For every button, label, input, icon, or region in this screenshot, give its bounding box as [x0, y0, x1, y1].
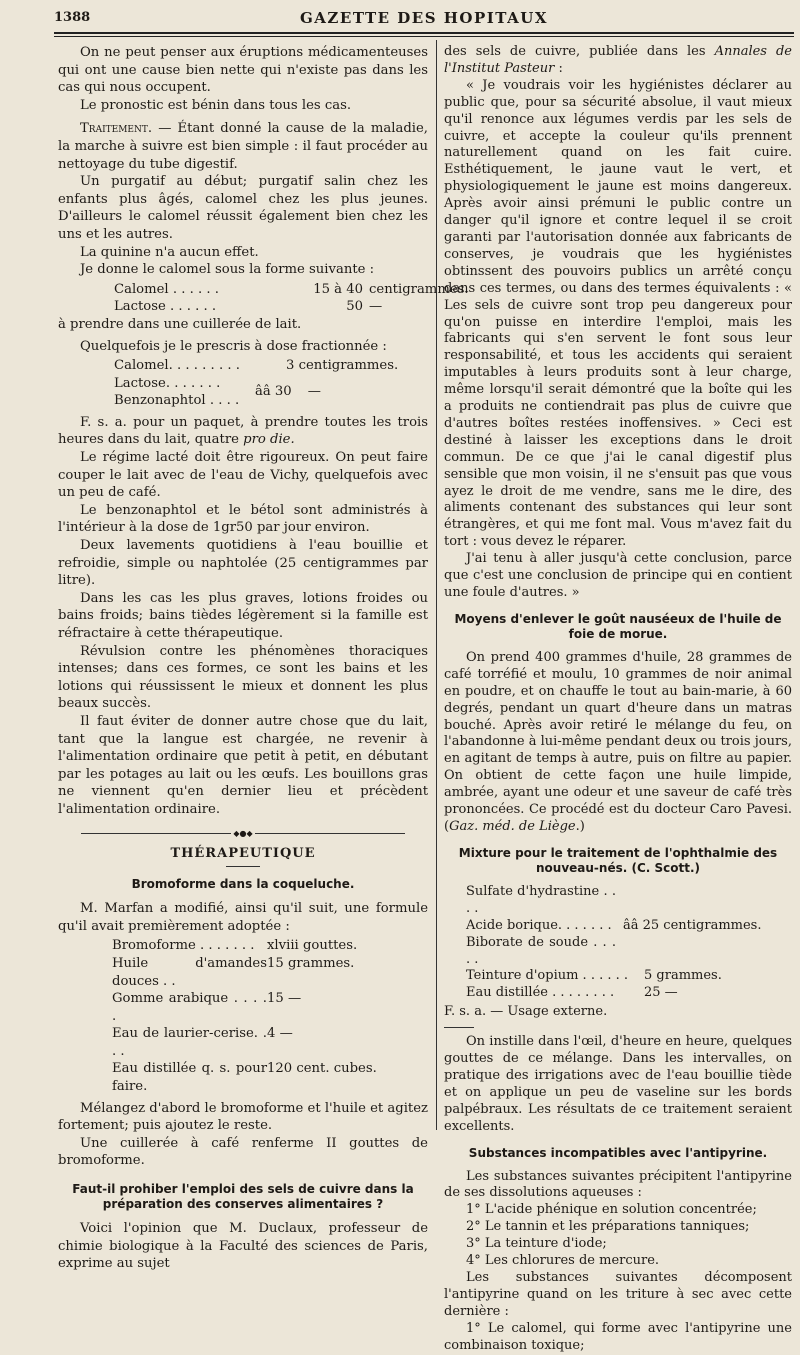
rx-unit: — — [307, 384, 321, 400]
list-item: 2° Le tannin et les préparations tanniques; — [466, 1219, 750, 1235]
page-number: 1388 — [54, 10, 91, 25]
rx-dose: 15 — — [267, 991, 302, 1007]
rx-ingredient: Biborate de soude . . . . . — [466, 934, 616, 967]
list-item: 1° L'acide phénique en solution concentrée; — [466, 1202, 757, 1218]
prescription-fractionnee — [114, 357, 428, 410]
paragraph: Révulsion contre les phénomènes thoraciques intenses; dans ces formes, ce sont les bains et les lotions qui réussissent le mieux et donnent les plus beaux succès. — [58, 643, 428, 712]
rx-dose: 15 à 40 — [313, 281, 363, 297]
paragraph: Mélangez d'abord le bromoforme et l'huile et agitez fortement; puis ajoutez le reste. — [58, 1100, 428, 1134]
paragraph: Le pronostic est bénin dans tous les cas. — [80, 97, 352, 113]
paragraph: On ne peut penser aux éruptions médicamenteuses qui ont une cause bien nette qui n'existe pas dans les cas qui nous occupent. — [58, 45, 428, 96]
short-rule — [444, 1027, 474, 1028]
right-column — [444, 44, 792, 1355]
rx-unit: centigrammes. — [369, 281, 469, 297]
rx-ingredient: Benzonaphtol . . . . — [114, 393, 240, 409]
prescription-bromoforme — [112, 937, 428, 1095]
paragraph: On prend 400 grammes d'huile, 28 grammes de café torréfié et moulu, 10 grammes de noir animal en poudre, et on chauffe le tout au bain-marie, à 60 degrés, pendant un quart d'heure dans un matras bouché. Après avoir retiré le mélange du feu, on l'abandonne à lui-même pendant deux ou trois jours, en agitant de temps à autre, puis on filtre au papier. On obtient de cette façon une huile limpide, ambrée, ayant une odeur et une saveur de café très prononcées. Ce procédé est du docteur Caro Pavesi. (Gaz. méd. de Liège.) — [444, 649, 792, 834]
rx-dose: 3 centigrammes. — [286, 358, 399, 374]
paragraph: Les substances suivantes décomposent l'antipyrine quand on les triture à sec avec cette dernière : — [444, 1270, 792, 1319]
paragraph: Deux lavements quotidiens à l'eau bouillie et refroidie, simple ou naphtolée (25 centigrammes par litre). — [58, 538, 428, 589]
rx-ingredient: Lactose . . . . . . — [114, 299, 217, 315]
quotation: « Je voudrais voir les hygiénistes déclarer au public que, pour sa sécurité absolue, il vaut mieux qu'il renonce aux légumes verdis par les sels de cuivre, et accepte la couleur qu'ils prennent naturellement quand on les fait cuire. Esthétiquement, le jaune vaut le vert, et physiologiquement le jaune est moins dangereux. Après avoir ainsi prémuni le public contre un danger qu'il ignore et contre lequel il se croit garanti par l'autorisation donnée aux fabricants de conserves, je voudrais que les hygiénistes obtinssent des pouvoirs publics un arrêté conçu dans ces termes, ou dans des termes équivalents : « Les sels de cuivre sont trop peu dangereux pour qu'on puisse en interdire l'emploi, mais les fabricants qui s'en servent le font sous leur responsabilité, et tous les accidents qui seraient imputables à leurs produits sont à leur charge, même lorsqu'il serait démontré que la boîte qui les a produits ne contiendrait pas plus de cuivre que d'autres boîtes restées inoffensives. » Ceci est destiné à laisser les exceptions dans le droit commun. De ce que j'ai le canal digestif plus sensible que mon voisin, il ne s'ensuit pas que vous ayez le droit de me vendre, sans me le dire, des aliments contenant des substances qui leur sont étrangères, et qui me font mal. Vous m'avez fait du tort : vous devez le réparer. — [444, 77, 792, 550]
rx-dose: 15 grammes. — [267, 955, 355, 971]
rx-unit: — — [369, 299, 383, 315]
article-heading: Mixture pour le traitement de l'ophthalmie des nouveau-nés. (C. Scott.) — [458, 845, 778, 875]
article-heading: Moyens d'enlever le goût nauséeux de l'huile de foie de morue. — [454, 611, 782, 641]
paragraph: Je donne le calomel sous la forme suivante : — [80, 262, 375, 278]
rx-ingredient: Huile d'amandes douces . . — [112, 955, 267, 989]
paragraph: à prendre dans une cuillerée de lait. — [58, 316, 302, 332]
left-column — [58, 44, 469, 1273]
article-heading: Faut-il prohiber l'emploi des sels de cuivre dans la préparation des conserves alimentaires ? — [72, 1182, 414, 1212]
paragraph: F. s. a. — Usage externe. — [444, 1004, 608, 1020]
rx-ingredient: Sulfate d'hydrastine . . . . — [466, 883, 616, 916]
prescription-ophthalmie — [466, 884, 792, 1002]
rx-ingredient: Eau distillée . . . . . . . . — [466, 985, 615, 1001]
paragraph: Voici l'opinion que M. Duclaux, professeur de chimie biologique à la Faculté des sciences de Paris, exprime au sujet — [58, 1221, 428, 1272]
paragraph: On instille dans l'œil, d'heure en heure, quelques gouttes de ce mélange. Dans les intervalles, on pratique des irrigations avec de l'eau bouillie tiède et on applique un peu de vaseline sur les bords palpébraux. Les résultats de ce traitement seraient excellents. — [444, 1034, 792, 1134]
rx-dose: 120 cent. cubes. — [267, 1061, 377, 1077]
paragraph: Un purgatif au début; purgatif salin chez les enfants plus âgés, calomel chez les plus jeunes. D'ailleurs le calomel réussit également bien chez les uns et les autres. — [58, 174, 428, 242]
paragraph: des sels de cuivre, publiée dans les Annales de l'Institut Pasteur : — [444, 44, 792, 76]
article-heading: Substances incompatibles avec l'antipyrine. — [468, 1145, 768, 1160]
rx-dose: xlviii gouttes. — [267, 938, 358, 954]
rx-ingredient: Bromoforme . . . . . . . — [112, 938, 255, 954]
paragraph: Le benzonaphtol et le bétol sont administrés à l'intérieur à la dose de 1gr50 par jour environ. — [58, 502, 428, 536]
paragraph: Dans les cas les plus graves, lotions froides ou bains froids; bains tièdes légèrement si la famille est réfractaire à cette thérapeutique. — [58, 590, 428, 641]
section-title: THÉRAPEUTIQUE — [170, 845, 316, 861]
rx-dose: 4 — — [267, 1026, 293, 1042]
rx-ingredient: Gomme arabique . . . . . — [112, 991, 267, 1024]
paragraph: F. s. a. pour un paquet, à prendre toutes les trois heures dans du lait, quatre pro die. — [58, 414, 428, 448]
run-in-heading: Traitement. — [80, 121, 153, 137]
rx-ingredient: Eau de laurier-cerise. . . . — [112, 1026, 267, 1059]
rx-ingredient: Teinture d'opium . . . . . . — [466, 968, 629, 984]
paragraph: Les substances suivantes précipitent l'antipyrine de ses dissolutions aqueuses : — [444, 1168, 792, 1201]
rx-ingredient: Lactose. . . . . . . — [114, 375, 221, 391]
rx-dose: 5 grammes. — [644, 968, 722, 984]
rx-dose: ââ 25 centigrammes. — [623, 917, 762, 933]
header-rule — [54, 32, 794, 34]
paragraph: Une cuillerée à café renferme II gouttes de bromoforme. — [58, 1135, 428, 1169]
header-rule-thin — [54, 36, 794, 37]
paragraph-traitement: Traitement. — Étant donné la cause de la maladie, la marche à suivre est bien simple : il faut procéder au nettoyage du tube digestif. — [58, 121, 428, 172]
paragraph: Il faut éviter de donner autre chose que du lait, tant que la langue est chargée, ne revenir à l'alimentation ordinaire que petit à petit, en débutant par les potages au lait ou les œufs. Les bouillons gras ne viennent qu'en dernier lieu et précèdent l'alimentation ordinaire. — [58, 713, 428, 817]
rx-dose: 25 — — [644, 985, 678, 1001]
column-separator — [436, 40, 437, 1130]
prescription-calomel — [114, 281, 469, 316]
ornamental-divider: ◆●◆ — [58, 825, 428, 839]
article-heading: Bromoforme dans la coqueluche. — [131, 877, 355, 892]
paragraph: La quinine n'a aucun effet. — [80, 244, 259, 260]
short-rule — [226, 866, 260, 867]
rx-dose: ââ 30 — [255, 384, 292, 400]
paragraph: Quelquefois je le prescris à dose fractionnée : — [80, 338, 387, 354]
running-title: GAZETTE DES HOPITAUX — [299, 9, 548, 27]
list-item: 4° Les chlorures de mercure. — [466, 1253, 660, 1269]
rx-dose: 50 — [346, 299, 363, 315]
paragraph: M. Marfan a modifié, ainsi qu'il suit, une formule qu'il avait premièrement adoptée : — [58, 901, 428, 934]
list-item: 1° Le calomel, qui forme avec l'antipyrine une combinaison toxique; — [444, 1320, 792, 1353]
page-header — [54, 8, 794, 34]
rx-ingredient: Calomel . . . . . . — [114, 281, 219, 297]
rx-ingredient: Acide borique. . . . . . . — [466, 917, 612, 933]
list-item: 3° La teinture d'iode; — [466, 1236, 607, 1252]
paragraph: Le régime lacté doit être rigoureux. On peut faire couper le lait avec de l'eau de Vichy, quelquefois avec un peu de café. — [58, 450, 428, 501]
rx-ingredient: Calomel. . . . . . . . . — [114, 358, 240, 374]
paragraph: J'ai tenu à aller jusqu'à cette conclusion, parce que c'est une conclusion de principe qui en contient une foule d'autres. » — [444, 551, 792, 600]
rx-ingredient: Eau distillée q. s. pour faire. — [112, 1061, 267, 1095]
